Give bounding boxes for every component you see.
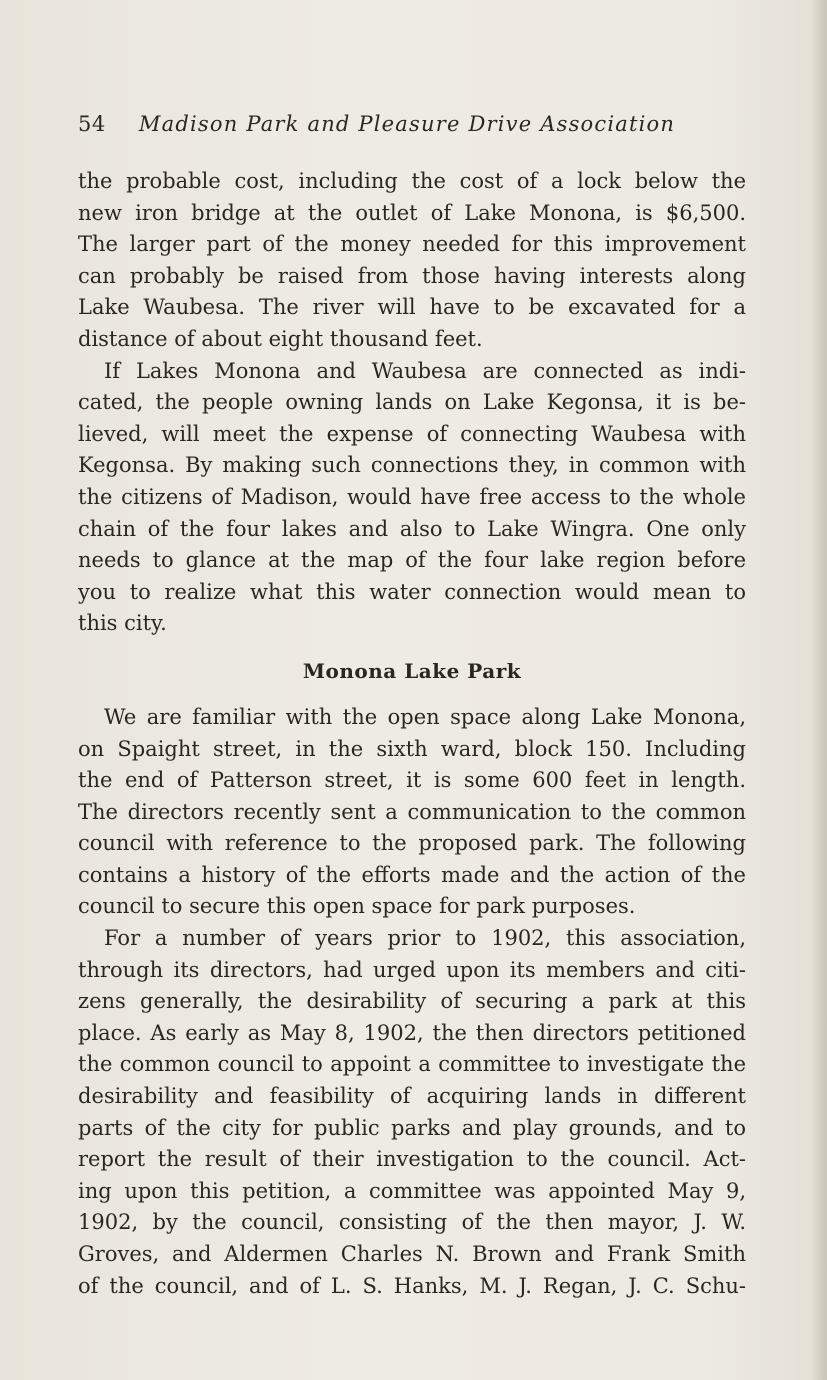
text-line: through its directors, had urged upon its members and citi- <box>78 957 746 982</box>
text-line: The larger part of the money needed for this improvement <box>78 232 746 257</box>
text-line: the citizens of Madison, would have free access to the whole <box>78 484 746 509</box>
text-line: of the council, and of L. S. Hanks, M. J. Regan, J. C. Schu- <box>78 1273 746 1298</box>
text-line: distance of about eight thousand feet. <box>78 326 483 351</box>
text-line: can probably be raised from those having interests along <box>78 263 746 288</box>
text-line: the probable cost, including the cost of a lock below the <box>78 169 746 193</box>
text-line: If Lakes Monona and Waubesa are connected as indi- <box>104 358 746 383</box>
text-line: on Spaight street, in the sixth ward, block 150. Including <box>78 736 746 761</box>
text-line: Lake Waubesa. The river will have to be excavated for a <box>78 295 746 320</box>
page-number: 54 <box>78 112 106 136</box>
text-line: the end of Patterson street, it is some 600 feet in length. <box>78 768 746 793</box>
text-line: lieved, will meet the expense of connecting Waubesa with <box>78 421 746 446</box>
text-line: council with reference to the proposed park. The following <box>78 831 746 856</box>
section-heading: Monona Lake Park <box>302 658 522 683</box>
text-line: We are familiar with the open space along Lake Monona, <box>104 704 746 729</box>
text-line: report the result of their investigation to the council. Act- <box>78 1147 746 1172</box>
running-title: Madison Park and Pleasure Drive Association <box>138 112 676 136</box>
text-line: The directors recently sent a communication to the common <box>78 799 746 824</box>
page-edge-shadow <box>811 0 827 1380</box>
text-line: council to secure this open space for park purposes. <box>78 894 636 919</box>
text-line: Groves, and Aldermen Charles N. Brown and Frank Smith <box>78 1242 746 1266</box>
text-line: desirability and feasibility of acquiring lands in different <box>78 1084 746 1109</box>
text-line: chain of the four lakes and also to Lake Wingra. One only <box>78 516 746 541</box>
text-line: the common council to appoint a committee to investigate the <box>78 1052 746 1077</box>
text-line: contains a history of the efforts made and the action of the <box>78 862 746 887</box>
text-line: this city. <box>78 611 167 636</box>
text-line: ing upon this petition, a committee was appointed May 9, <box>78 1178 746 1203</box>
text-line: Kegonsa. By making such connections they, in common with <box>78 453 746 478</box>
text-line: new iron bridge at the outlet of Lake Monona, is $6,500. <box>78 200 746 225</box>
page-body <box>78 166 746 1302</box>
text-line: 1902, by the council, consisting of the then mayor, J. W. <box>78 1210 746 1235</box>
text-line: For a number of years prior to 1902, this association, <box>104 926 746 951</box>
text-line: needs to glance at the map of the four lake region before <box>78 548 746 573</box>
text-line: parts of the city for public parks and play grounds, and to <box>78 1115 746 1140</box>
text-line: zens generally, the desirability of securing a park at this <box>78 989 746 1014</box>
text-line: you to realize what this water connection would mean to <box>78 579 746 604</box>
running-header <box>78 112 678 146</box>
text-line: cated, the people owning lands on Lake Kegonsa, it is be- <box>78 390 746 415</box>
text-line: place. As early as May 8, 1902, the then directors petitioned <box>78 1020 746 1045</box>
